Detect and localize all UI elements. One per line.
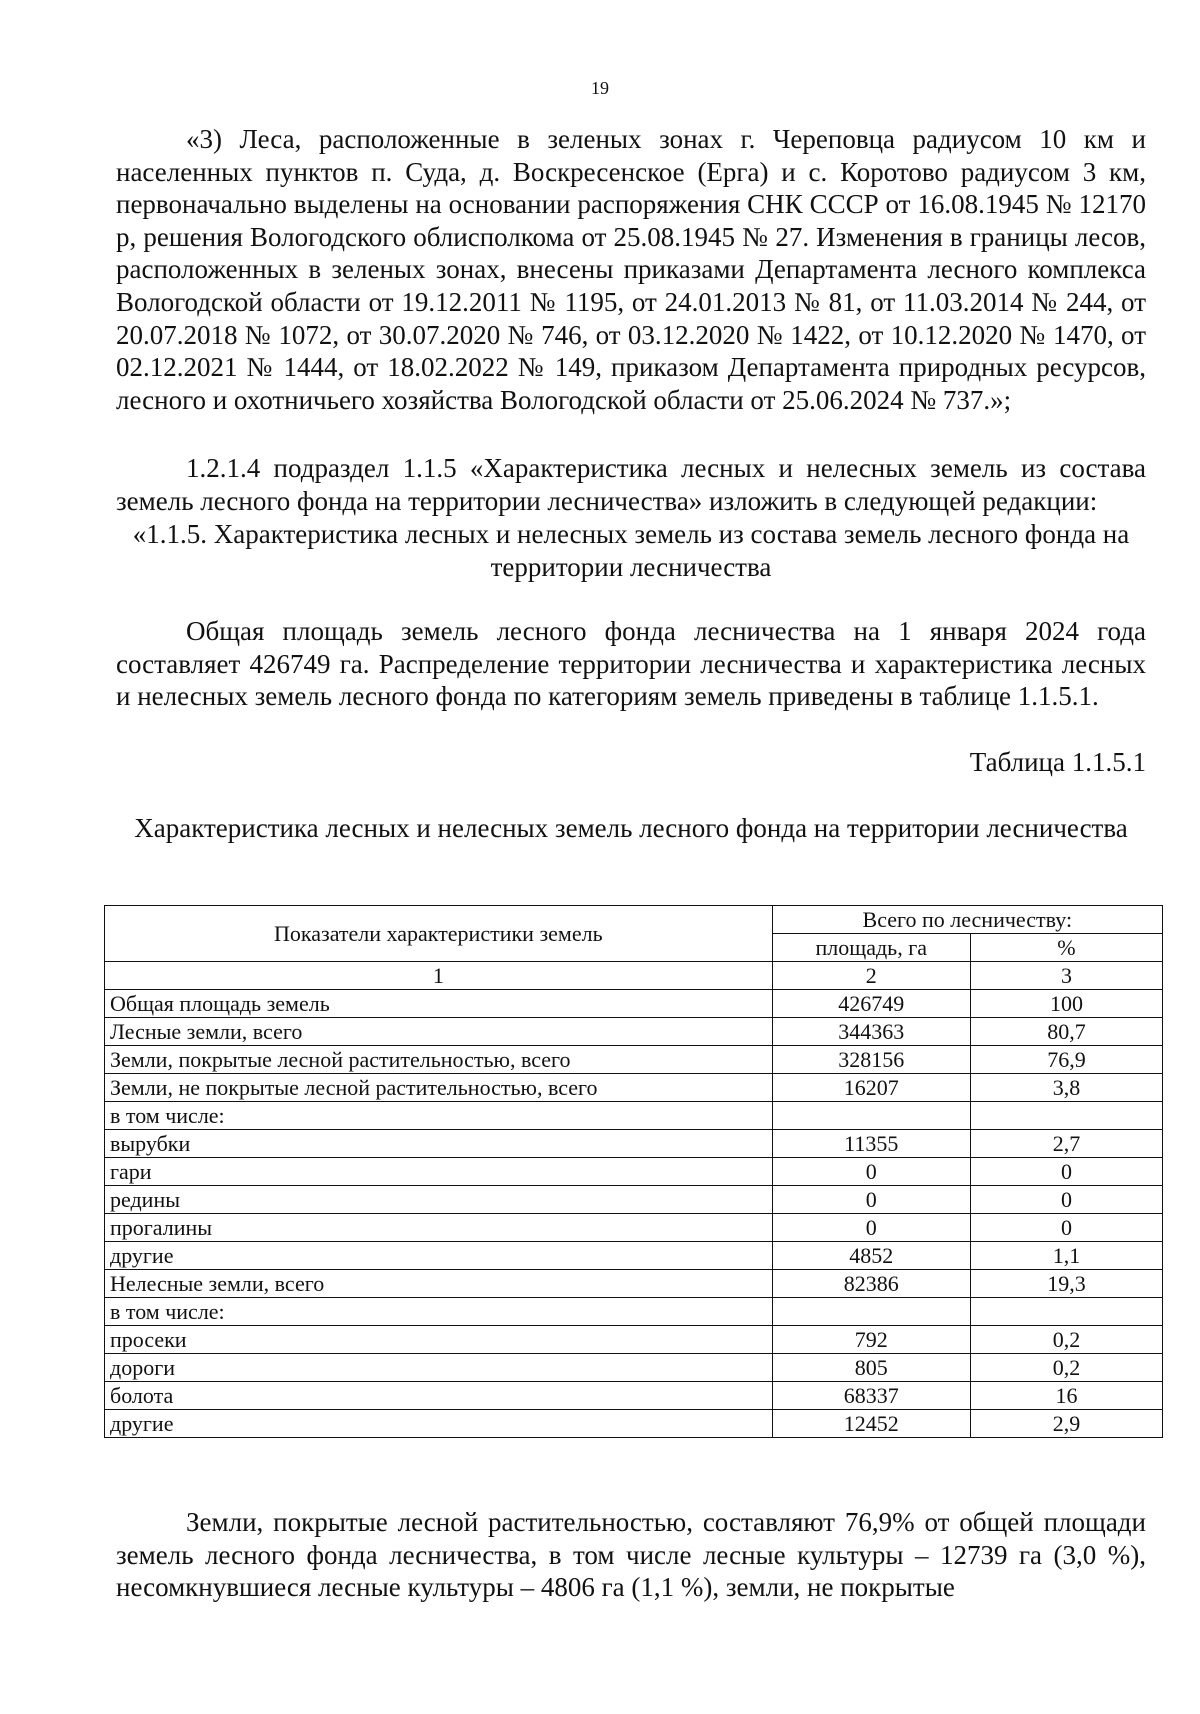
row-label: болота	[105, 1382, 773, 1410]
row-percent: 16	[970, 1382, 1162, 1410]
row-label: другие	[105, 1242, 773, 1270]
row-area: 426749	[772, 990, 970, 1018]
row-label: Лесные земли, всего	[105, 1018, 773, 1046]
table-row	[105, 990, 1163, 1018]
table-row	[105, 1242, 1163, 1270]
row-label: Общая площадь земель	[105, 990, 773, 1018]
paragraph-2-text: 1.2.1.4 подраздел 1.1.5 «Характеристика лесных и нелесных земель из состава земель лесного фонда на территории лесничества» изложить в следующей редакции:	[116, 453, 1146, 516]
row-area: 16207	[772, 1074, 970, 1102]
row-label: просеки	[105, 1326, 773, 1354]
table-caption: Таблица 1.1.5.1	[969, 747, 1146, 777]
row-percent: 2,9	[970, 1410, 1162, 1438]
row-label: в том числе:	[105, 1298, 773, 1326]
col-number-2: 2	[772, 962, 970, 990]
table-row	[105, 1018, 1163, 1046]
row-percent: 0,2	[970, 1326, 1162, 1354]
row-percent: 19,3	[970, 1270, 1162, 1298]
page-number: 19	[591, 78, 609, 98]
header-total: Всего по лесничеству:	[772, 906, 1162, 934]
row-percent: 0	[970, 1214, 1162, 1242]
table-header-row	[105, 906, 1163, 934]
row-area: 328156	[772, 1046, 970, 1074]
col-number-1: 1	[105, 962, 773, 990]
row-area	[772, 1102, 970, 1130]
row-label: гари	[105, 1158, 773, 1186]
row-percent: 80,7	[970, 1018, 1162, 1046]
table-row	[105, 1270, 1163, 1298]
row-area: 4852	[772, 1242, 970, 1270]
row-label: прогалины	[105, 1214, 773, 1242]
row-area: 68337	[772, 1382, 970, 1410]
row-area: 11355	[772, 1130, 970, 1158]
row-area: 0	[772, 1214, 970, 1242]
paragraph-1-text: «3) Леса, расположенные в зеленых зонах г. Череповца радиусом 10 км и населенных пунктов п. Суда, д. Воскресенское (Ерга) и с. Коротово радиусом 3 км, первоначально выделены на основании распоряжения СНК СССР от 16.08.1945 № 12170 р, решения Вологодского облисполкома от 25.08.1945 № 27. Изменения в границы лесов, расположенных в зеленых зонах, внесены приказами Департамента лесного комплекса Вологодской области от 19.12.2011 № 1195, от 24.01.2013 № 81, от 11.03.2014 № 244, от 20.07.2018 № 1072, от 30.07.2020 № 746, от 03.12.2020 № 1422, от 10.12.2020 № 1470, от 02.12.2021 № 1444, от 18.02.2022 № 149, приказом Департамента природных ресурсов, лесного и охотничьего хозяйства Вологодской области от 25.06.2024 № 737.»;	[116, 124, 1146, 415]
row-percent: 0	[970, 1158, 1162, 1186]
header-area: площадь, га	[772, 934, 970, 962]
land-characteristics-table	[104, 905, 1163, 1438]
row-percent: 1,1	[970, 1242, 1162, 1270]
table-row	[105, 1382, 1163, 1410]
row-label: дороги	[105, 1354, 773, 1382]
paragraph-green-zones	[116, 123, 1146, 416]
section-heading: «1.1.5. Характеристика лесных и нелесных земель из состава земель лесного фонда на территории лесничества	[132, 519, 1130, 582]
paragraph-total-area	[116, 615, 1146, 713]
row-label: в том числе:	[105, 1102, 773, 1130]
row-label: Земли, не покрытые лесной растительностью, всего	[105, 1074, 773, 1102]
table-row	[105, 1298, 1163, 1326]
table-row	[105, 1130, 1163, 1158]
col-number-3: 3	[970, 962, 1162, 990]
row-percent	[970, 1102, 1162, 1130]
row-percent: 2,7	[970, 1130, 1162, 1158]
row-percent: 3,8	[970, 1074, 1162, 1102]
row-label: Земли, покрытые лесной растительностью, всего	[105, 1046, 773, 1074]
row-label: другие	[105, 1410, 773, 1438]
row-area: 805	[772, 1354, 970, 1382]
table-row	[105, 1102, 1163, 1130]
table-row	[105, 1214, 1163, 1242]
row-percent: 100	[970, 990, 1162, 1018]
paragraph-4-text: Земли, покрытые лесной растительностью, составляют 76,9% от общей площади земель лесного фонда лесничества, в том числе лесные культуры – 12739 га (3,0 %), несомкнувшиеся лесные культуры – 4806 га (1,1 %), земли, не покрытые	[116, 1507, 1146, 1603]
table-row	[105, 1410, 1163, 1438]
table-row	[105, 1326, 1163, 1354]
row-area: 792	[772, 1326, 970, 1354]
row-label: редины	[105, 1186, 773, 1214]
row-percent: 76,9	[970, 1046, 1162, 1074]
row-area: 12452	[772, 1410, 970, 1438]
table-row	[105, 1354, 1163, 1382]
table-row	[105, 1158, 1163, 1186]
row-label: вырубки	[105, 1130, 773, 1158]
paragraph-forest-cover	[116, 1506, 1146, 1604]
row-area: 344363	[772, 1018, 970, 1046]
row-percent: 0,2	[970, 1354, 1162, 1382]
table-heading: Характеристика лесных и нелесных земель лесного фонда на территории лесничества	[134, 813, 1128, 843]
row-percent	[970, 1298, 1162, 1326]
header-percent: %	[970, 934, 1162, 962]
paragraph-3-text: Общая площадь земель лесного фонда лесничества на 1 января 2024 года составляет 426749 га. Распределение территории лесничества и характеристика лесных и нелесных земель лесного фонда по категориям земель приведены в таблице 1.1.5.1.	[116, 616, 1146, 712]
row-area: 0	[772, 1158, 970, 1186]
table-row	[105, 1074, 1163, 1102]
table-row	[105, 1186, 1163, 1214]
paragraph-subsection-change	[116, 452, 1146, 517]
header-indicator: Показатели характеристики земель	[105, 906, 773, 962]
row-label: Нелесные земли, всего	[105, 1270, 773, 1298]
row-area: 82386	[772, 1270, 970, 1298]
table-column-numbers-row	[105, 962, 1163, 990]
row-area	[772, 1298, 970, 1326]
table-row	[105, 1046, 1163, 1074]
table-body	[105, 906, 1163, 1438]
row-percent: 0	[970, 1186, 1162, 1214]
row-area: 0	[772, 1186, 970, 1214]
